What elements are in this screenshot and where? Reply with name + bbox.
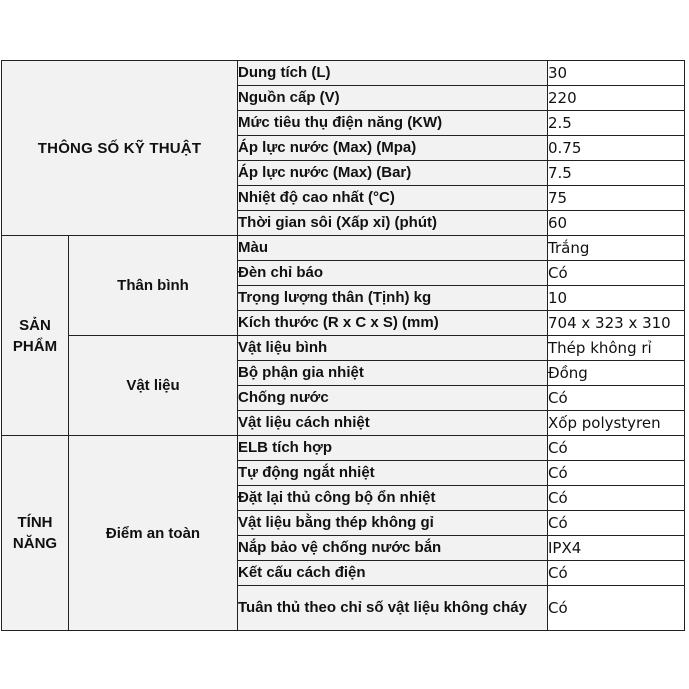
spec-label: ELB tích hợp: [238, 436, 548, 461]
section-product: SẢN PHẨM: [2, 236, 69, 436]
spec-value: Có: [548, 386, 685, 411]
spec-value: 704 x 323 x 310: [548, 311, 685, 336]
spec-value: Đồng: [548, 361, 685, 386]
spec-value: Có: [548, 561, 685, 586]
spec-label: Nguồn cấp (V): [238, 86, 548, 111]
table-row: [2, 336, 685, 361]
group-material: Vật liệu: [69, 336, 238, 436]
spec-label: Đặt lại thủ công bộ ổn nhiệt: [238, 486, 548, 511]
spec-label: Tuân thủ theo chỉ số vật liệu không cháy: [238, 586, 548, 631]
spec-label: Màu: [238, 236, 548, 261]
spec-value: 220: [548, 86, 685, 111]
spec-label: Nắp bảo vệ chống nước bắn: [238, 536, 548, 561]
group-body: Thân bình: [69, 236, 238, 336]
spec-label: Nhiệt độ cao nhất (°C): [238, 186, 548, 211]
spec-label: Vật liệu bằng thép không gỉ: [238, 511, 548, 536]
table-row: [2, 61, 685, 86]
spec-label: Kích thước (R x C x S) (mm): [238, 311, 548, 336]
spec-label: Kết cấu cách điện: [238, 561, 548, 586]
spec-table: [1, 60, 685, 631]
spec-value: 0.75: [548, 136, 685, 161]
spec-value: Có: [548, 261, 685, 286]
spec-value: 2.5: [548, 111, 685, 136]
spec-label: Vật liệu bình: [238, 336, 548, 361]
spec-value: 7.5: [548, 161, 685, 186]
spec-value: 60: [548, 211, 685, 236]
spec-label: Áp lực nước (Max) (Mpa): [238, 136, 548, 161]
spec-label: Mức tiêu thụ điện năng (KW): [238, 111, 548, 136]
spec-value: Có: [548, 511, 685, 536]
spec-label: Thời gian sôi (Xấp xỉ) (phút): [238, 211, 548, 236]
spec-label: Vật liệu cách nhiệt: [238, 411, 548, 436]
spec-label: Bộ phận gia nhiệt: [238, 361, 548, 386]
spec-label: Đèn chỉ báo: [238, 261, 548, 286]
group-safety: Điểm an toàn: [69, 436, 238, 631]
spec-value: Có: [548, 486, 685, 511]
table-row: [2, 236, 685, 261]
spec-label: Chống nước: [238, 386, 548, 411]
table-row: [2, 436, 685, 461]
spec-label: Dung tích (L): [238, 61, 548, 86]
spec-value: 75: [548, 186, 685, 211]
spec-value: Có: [548, 586, 685, 631]
spec-value: 30: [548, 61, 685, 86]
spec-value: Thép không rỉ: [548, 336, 685, 361]
spec-value: 10: [548, 286, 685, 311]
spec-value: Có: [548, 461, 685, 486]
spec-value: Trắng: [548, 236, 685, 261]
spec-label: Trọng lượng thân (Tịnh) kg: [238, 286, 548, 311]
spec-label: Tự động ngắt nhiệt: [238, 461, 548, 486]
section-technical-specs: THÔNG SỐ KỸ THUẬT: [2, 61, 238, 236]
spec-value: Có: [548, 436, 685, 461]
spec-value: IPX4: [548, 536, 685, 561]
spec-label: Áp lực nước (Max) (Bar): [238, 161, 548, 186]
section-features: TÍNH NĂNG: [2, 436, 69, 631]
spec-value: Xốp polystyren: [548, 411, 685, 436]
